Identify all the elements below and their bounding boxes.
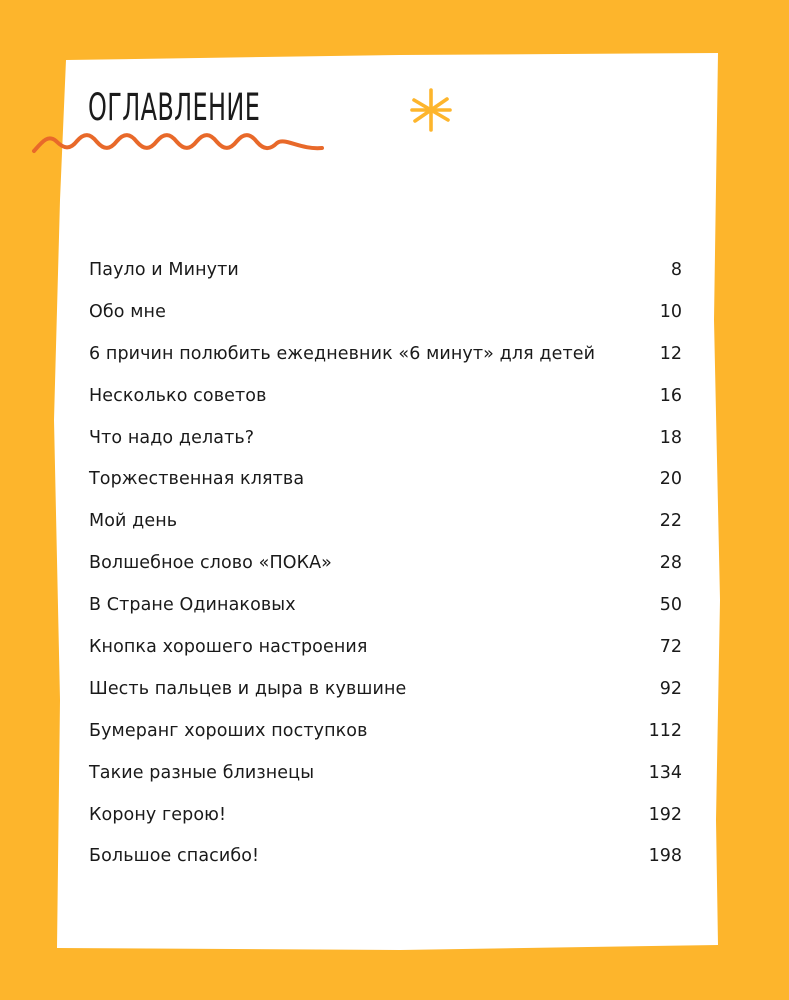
page-title: ОГЛАВЛЕНИЕ xyxy=(88,86,261,129)
toc-entry-title: Пауло и Минути xyxy=(89,259,239,280)
toc-entry xyxy=(89,668,682,710)
toc-entry xyxy=(89,542,682,584)
toc-entry xyxy=(89,584,682,626)
toc-entry-title: Шесть пальцев и дыра в кувшине xyxy=(89,678,407,699)
toc-entry xyxy=(89,752,682,794)
toc-entry xyxy=(89,375,682,417)
toc-entry xyxy=(89,626,682,668)
toc-entry xyxy=(89,249,682,291)
toc-entry-page: 72 xyxy=(659,636,682,657)
toc-entry-title: Несколько советов xyxy=(89,385,267,406)
toc-entry-page: 16 xyxy=(659,385,682,406)
toc-entry-page: 50 xyxy=(659,595,682,616)
toc-entry-page: 92 xyxy=(659,678,682,699)
table-of-contents xyxy=(89,249,682,877)
toc-entry-title: 6 причин полюбить ежедневник «6 минут» для детей xyxy=(89,343,596,364)
toc-entry-page: 28 xyxy=(659,553,682,574)
toc-entry-title: Такие разные близнецы xyxy=(89,762,315,783)
toc-entry xyxy=(89,835,682,877)
toc-entry-title: Торжественная клятва xyxy=(89,469,305,490)
toc-entry-title: Кнопка хорошего настроения xyxy=(89,636,368,657)
toc-entry-page: 198 xyxy=(648,846,682,867)
toc-entry-title: В Стране Одинаковых xyxy=(89,595,296,616)
toc-entry xyxy=(89,710,682,752)
toc-entry-title: Корону герою! xyxy=(89,804,227,825)
toc-entry-page: 22 xyxy=(659,511,682,532)
toc-entry-title: Бумеранг хороших поступков xyxy=(89,720,368,741)
toc-entry-page: 134 xyxy=(648,762,682,783)
toc-entry xyxy=(89,794,682,836)
toc-entry xyxy=(89,333,682,375)
toc-entry xyxy=(89,291,682,333)
toc-entry-page: 12 xyxy=(659,343,682,364)
toc-entry-title: Волшебное слово «ПОКА» xyxy=(89,553,332,574)
toc-entry-title: Мой день xyxy=(89,511,178,532)
toc-entry-page: 8 xyxy=(670,259,682,280)
toc-entry xyxy=(89,417,682,459)
toc-entry-title: Обо мне xyxy=(89,301,166,322)
toc-entry xyxy=(89,500,682,542)
toc-entry-page: 18 xyxy=(659,427,682,448)
toc-entry-page: 10 xyxy=(659,301,682,322)
toc-entry-page: 20 xyxy=(659,469,682,490)
toc-entry-page: 192 xyxy=(648,804,682,825)
toc-entry xyxy=(89,458,682,500)
toc-entry-title: Что надо делать? xyxy=(89,427,255,448)
toc-entry-page: 112 xyxy=(648,720,682,741)
toc-entry-title: Большое спасибо! xyxy=(89,846,260,867)
